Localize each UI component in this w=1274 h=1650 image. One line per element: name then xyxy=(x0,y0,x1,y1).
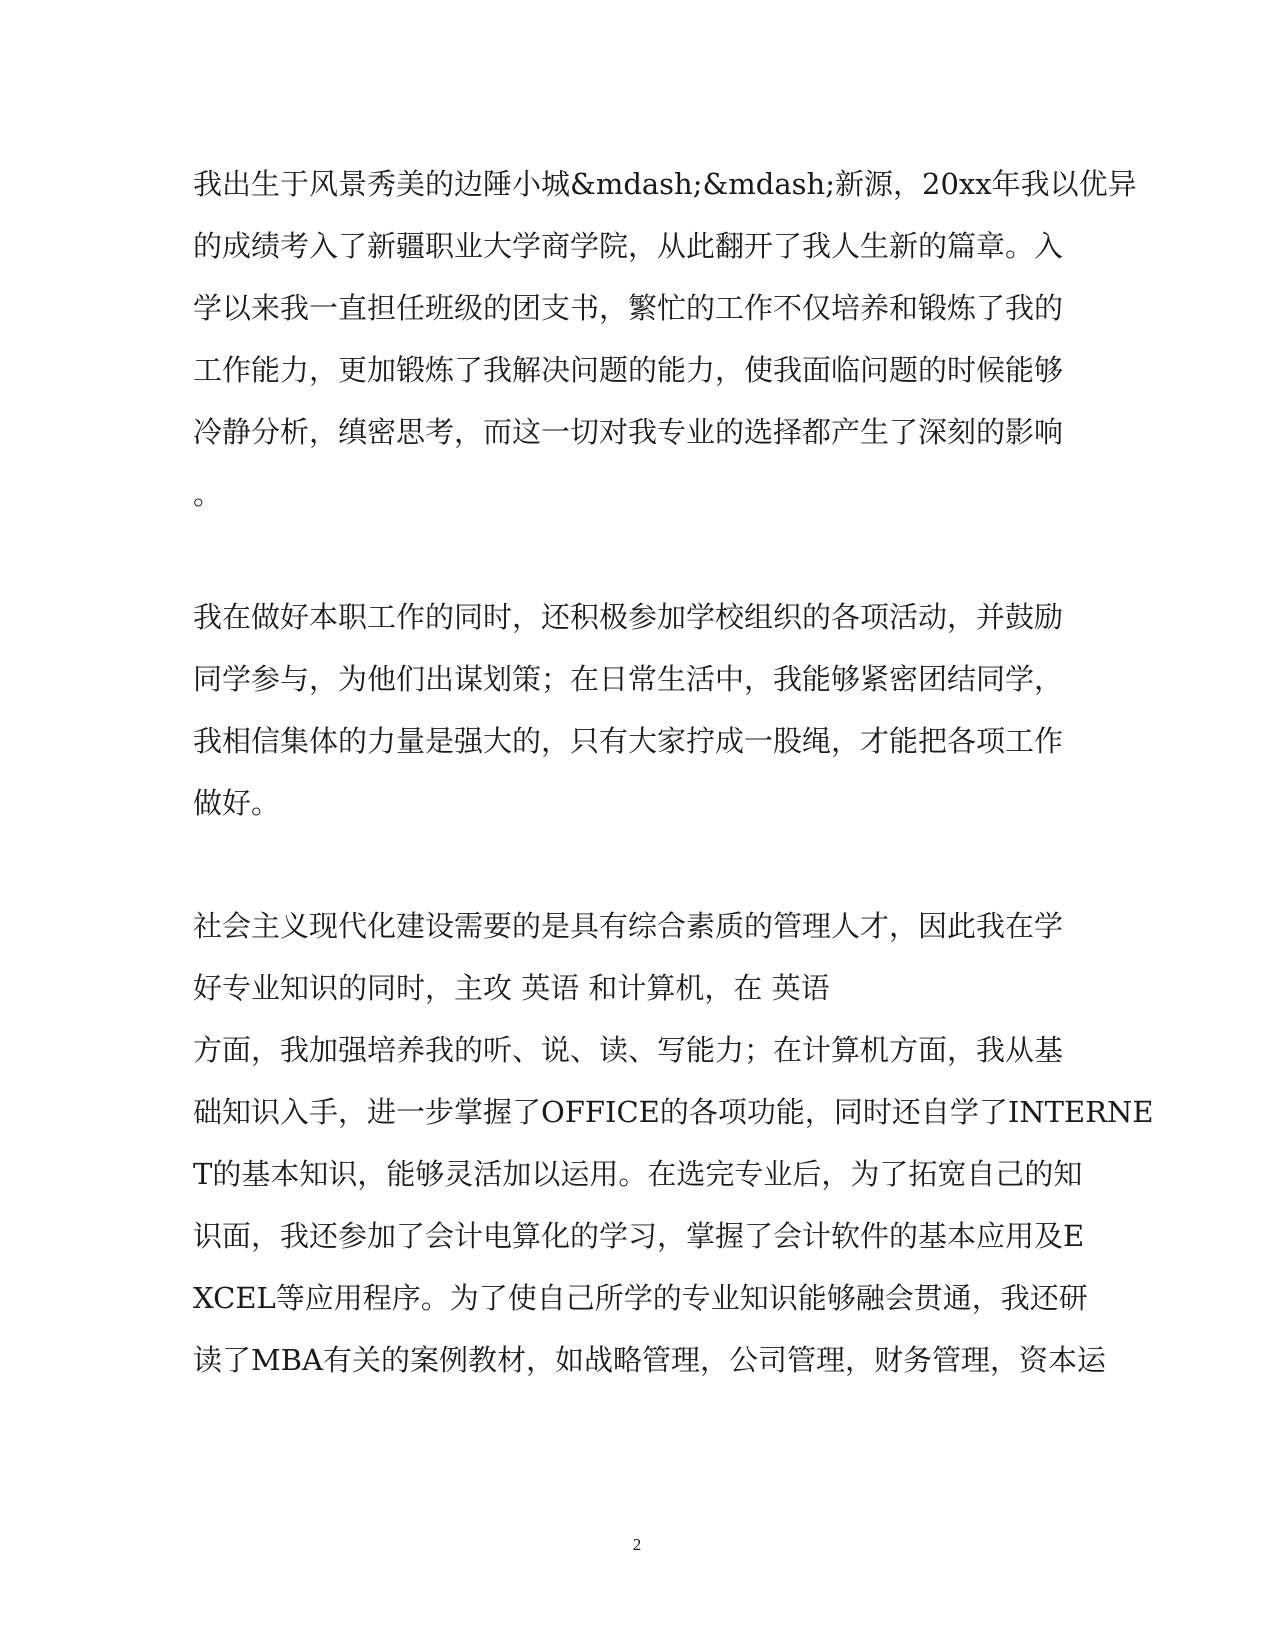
paragraph-3-line-5: T的基本知识，能够灵活加以运用。在选完专业后，为了拓宽自己的知 xyxy=(193,1157,1083,1191)
paragraph-2-line-3: 我相信集体的力量是强大的，只有大家拧成一股绳，才能把各项工作 xyxy=(193,724,1064,758)
paragraph-3-line-3: 方面，我加强培养我的听、说、读、写能力；在计算机方面，我从基 xyxy=(193,1033,1064,1067)
paragraph-3-line-6: 识面，我还参加了会计电算化的学习，掌握了会计软件的基本应用及E xyxy=(193,1219,1085,1253)
paragraph-1-line-3: 学以来我一直担任班级的团支书，繁忙的工作不仅培养和锻炼了我的 xyxy=(193,291,1064,325)
paragraph-1-line-6: 。 xyxy=(193,477,223,511)
paragraph-1-line-2: 的成绩考入了新疆职业大学商学院，从此翻开了我人生新的篇章。入 xyxy=(193,229,1064,263)
paragraph-3-line-8: 读了MBA有关的案例教材，如战略管理，公司管理，财务管理，资本运 xyxy=(193,1343,1106,1377)
paragraph-1-line-1: 我出生于风景秀美的边陲小城&mdash;&mdash;新源，20xx年我以优异 xyxy=(193,167,1137,201)
paragraph-1-line-5: 冷静分析，缜密思考，而这一切对我专业的选择都产生了深刻的影响 xyxy=(193,415,1064,449)
paragraph-2-line-1: 我在做好本职工作的同时，还积极参加学校组织的各项活动，并鼓励 xyxy=(193,600,1064,634)
paragraph-3-line-4: 础知识入手，进一步掌握了OFFICE的各项功能，同时还自学了INTERNE xyxy=(193,1095,1154,1129)
paragraph-3-line-2: 好专业知识的同时，主攻 英语 和计算机，在 英语 xyxy=(193,971,830,1005)
paragraph-2-line-4: 做好。 xyxy=(193,786,281,820)
paragraph-1-line-4: 工作能力，更加锻炼了我解决问题的能力，使我面临问题的时候能够 xyxy=(193,353,1064,387)
page-number: 2 xyxy=(632,1535,642,1554)
paragraph-2-line-2: 同学参与，为他们出谋划策；在日常生活中，我能够紧密团结同学， xyxy=(193,662,1064,696)
paragraph-3-line-1: 社会主义现代化建设需要的是具有综合素质的管理人才，因此我在学 xyxy=(193,909,1064,943)
paragraph-3-line-7: XCEL等应用程序。为了使自己所学的专业知识能够融会贯通，我还研 xyxy=(193,1281,1088,1315)
